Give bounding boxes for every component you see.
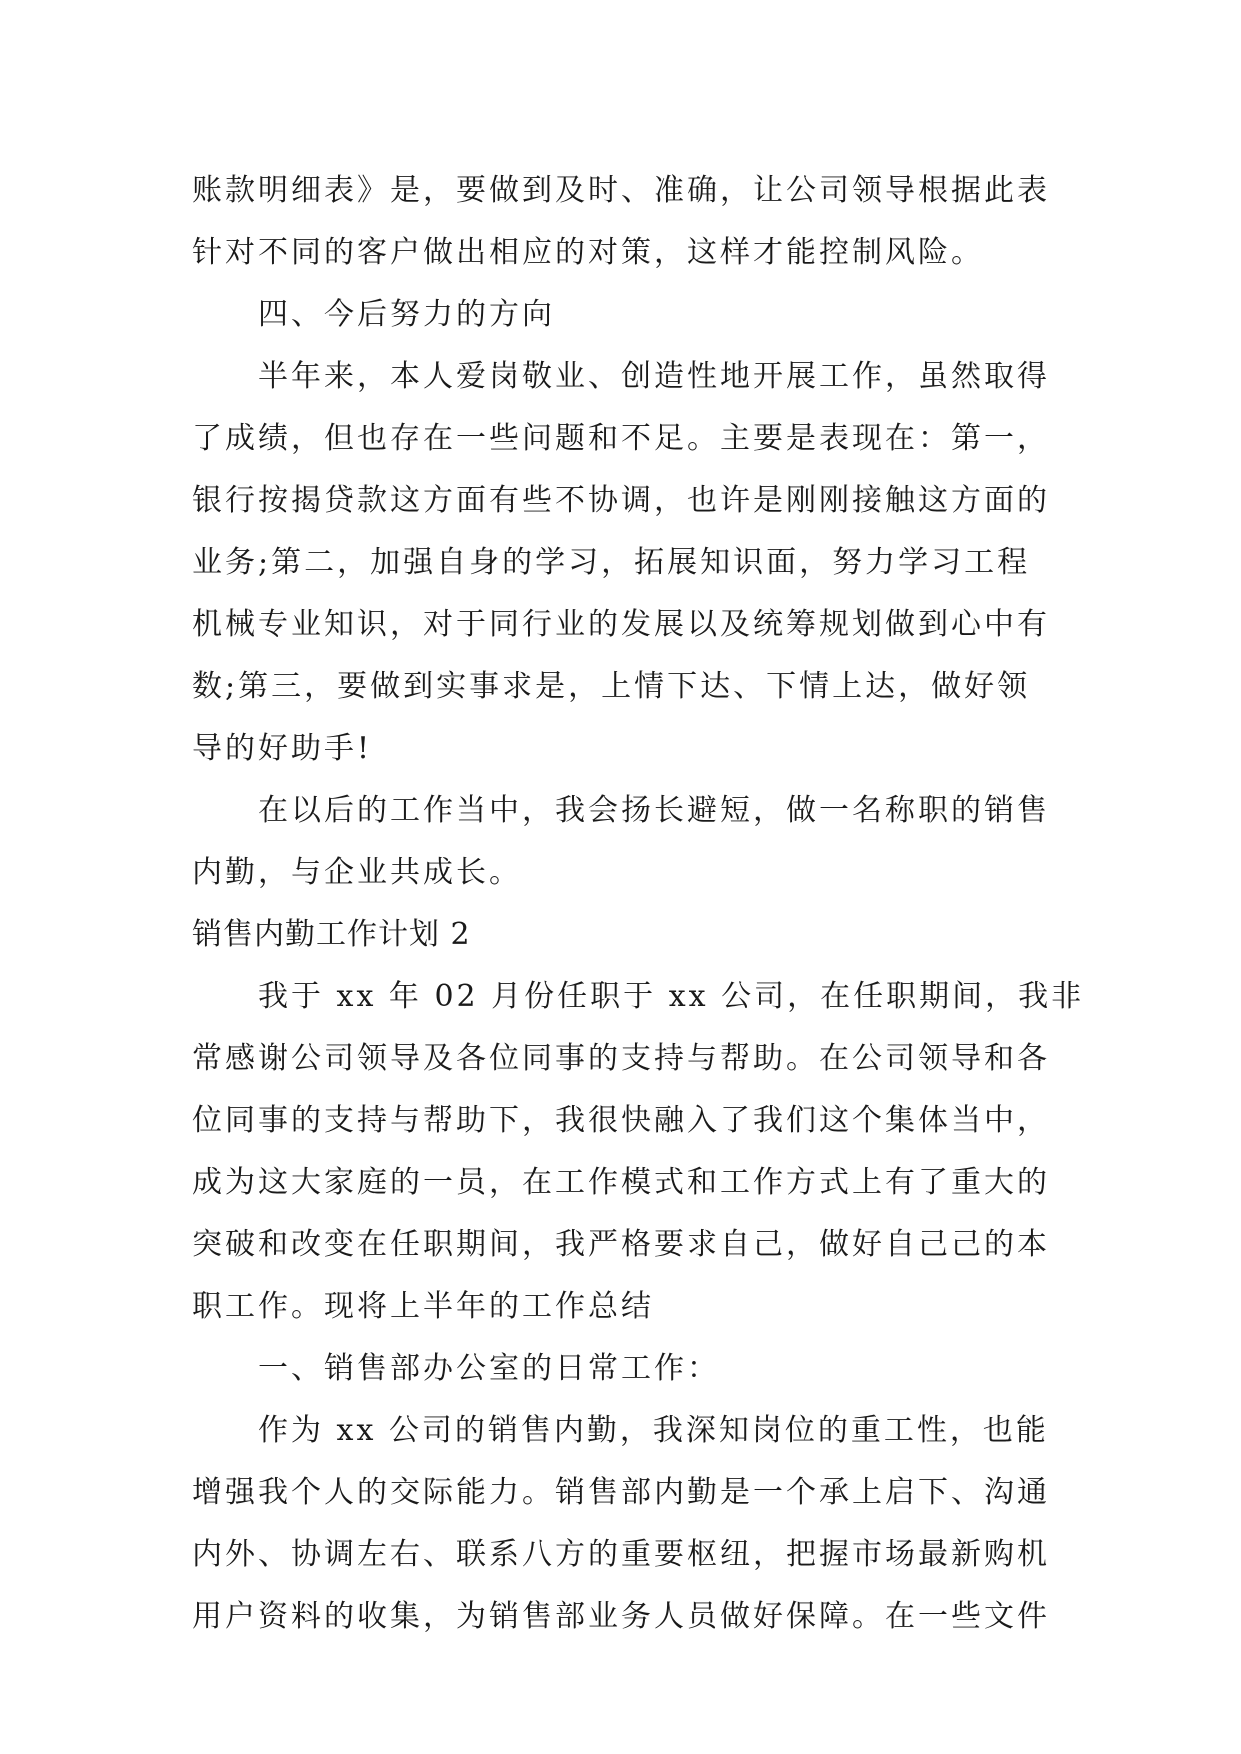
text-line: 我于 xx 年 02 月份任职于 xx 公司，在任职期间，我非: [258, 979, 1085, 1014]
text-line: 银行按揭贷款这方面有些不协调，也许是刚刚接触这方面的: [192, 483, 1050, 518]
text-line: 作为 xx 公司的销售内勤，我深知岗位的重工性，也能: [258, 1413, 1049, 1448]
text-line: 导的好助手!: [192, 731, 373, 766]
text-line: 突破和改变在任职期间，我严格要求自己，做好自己己的本: [192, 1227, 1050, 1262]
document-body: [192, 160, 1085, 1648]
text-line: 位同事的支持与帮助下，我很快融入了我们这个集体当中，: [192, 1103, 1050, 1138]
text-line: 半年来，本人爱岗敬业、创造性地开展工作，虽然取得: [258, 359, 1050, 394]
text-line: 常感谢公司领导及各位同事的支持与帮助。在公司领导和各: [192, 1041, 1050, 1076]
text-line: 职工作。现将上半年的工作总结: [192, 1289, 654, 1324]
text-line: 数;第三，要做到实事求是，上情下达、下情上达，做好领: [192, 669, 1031, 704]
text-line: 针对不同的客户做出相应的对策，这样才能控制风险。: [192, 235, 984, 270]
section-heading: 四、今后努力的方向: [258, 297, 555, 332]
text-line: 机械专业知识，对于同行业的发展以及统筹规划做到心中有: [192, 607, 1050, 642]
text-line: 内勤，与企业共成长。: [192, 855, 522, 890]
text-line: 了成绩，但也存在一些问题和不足。主要是表现在：第一，: [192, 421, 1050, 456]
text-line: 内外、协调左右、联系八方的重要枢纽，把握市场最新购机: [192, 1537, 1050, 1572]
text-line: 用户资料的收集，为销售部业务人员做好保障。在一些文件: [192, 1599, 1050, 1634]
text-line: 账款明细表》是，要做到及时、准确，让公司领导根据此表: [192, 173, 1050, 208]
section-heading: 一、销售部办公室的日常工作：: [258, 1351, 720, 1386]
text-line: 业务;第二，加强自身的学习，拓展知识面，努力学习工程: [192, 545, 1031, 580]
text-line: 成为这大家庭的一员，在工作模式和工作方式上有了重大的: [192, 1165, 1050, 1200]
text-line: 增强我个人的交际能力。销售部内勤是一个承上启下、沟通: [192, 1475, 1050, 1510]
text-line: 在以后的工作当中，我会扬长避短，做一名称职的销售: [258, 793, 1050, 828]
document-title: 销售内勤工作计划 2: [192, 917, 471, 952]
